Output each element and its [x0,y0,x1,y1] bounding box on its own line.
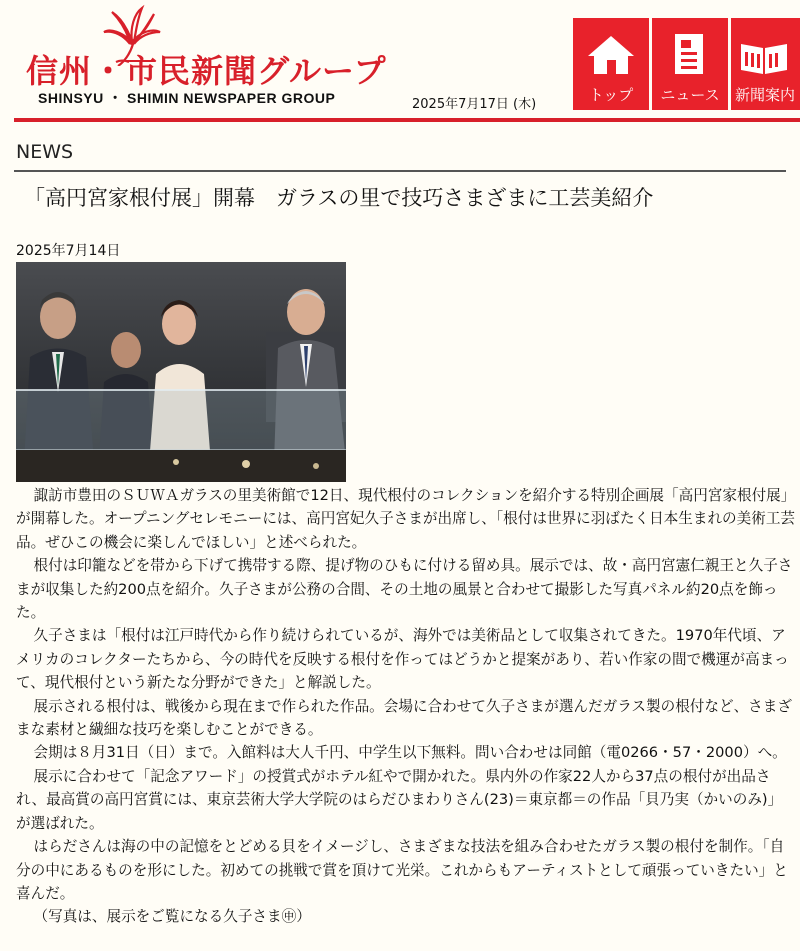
nav-paper-guide-label: 新聞案内 [735,86,796,104]
paragraph: 展示される根付は、戦後から現在まで作られた作品。会場に合わせて久子さまが選んだガラス製の根付など、さまざまな素材と繊細な技巧を楽しむことができる。 [16,697,792,739]
book-icon [739,36,789,76]
paragraph: はらださんは海の中の記憶をとどめる貝をイメージし、さまざまな技法を組み合わせたガラス製の根付を制作。「自分の中にあるものを形にした。初めての挑戦で賞を頂けて光栄。これからもアーティストとして頑張っていきたい」と喜んだ。 [16,838,788,902]
paragraph: 根付は印籠などを帯から下げて携帯する際、提げ物のひもに付ける留め具。展示では、故・高円宮憲仁親王と久子さまが収集した約200点を紹介。久子さまが公務の合間、その土地の風景と合わせて撮影した写真パネル約20点を飾った。 [16,557,793,622]
nav-news-label: ニュース [660,86,720,104]
section-divider [14,170,786,172]
home-icon [586,34,636,76]
photo-caption: （写真は、展示をご覧になる久子さま㊥） [33,908,311,926]
paragraph: 展示に合わせて「記念アワード」の授賞式がホテル紅やで開かれた。県内外の作家22人から37点の根付が出品され、最高賞の高円宮賞には、東京芸術大学大学院のはらだひまわりさん(23)＝東京都＝の作品「貝乃実（かいのみ)」が選ばれた。 [16,767,783,832]
nav-news-button[interactable] [652,18,728,110]
site-header [0,0,800,118]
paragraph: 会期は８月31日（日）まで。入館料は大人千円、中学生以下無料。問い合わせは同館（電0266・57・2000）へ。 [33,744,787,762]
header-divider [14,118,800,122]
article-photo [16,262,346,482]
paragraph: 久子さまは「根付は江戸時代から作り続けられているが、海外では美術品として収集されてきた。1970年代頃、アメリカのコレクターたちから、今の時代を反映する根付を作ってはどうかと提案があり、若い作家の間で機運が高まって、現代根付という新たな分野ができた」と解説した。 [16,627,789,692]
section-label: NEWS [16,141,74,163]
photo-illustration [16,262,346,482]
site-logo-english[interactable]: SHINSYU ・ SHIMIN NEWSPAPER GROUP [38,90,336,106]
site-logo-text[interactable]: 信州・市民新聞グループ [26,52,387,90]
nav-top-button[interactable] [573,18,649,110]
paragraph: 諏訪市豊田のＳＵＷＡガラスの里美術館で12日、現代根付のコレクションを紹介する特別企画展「高円宮家根付展」が開幕した。オープニングセレモニーには、高円宮妃久子さまが出席し、「根付は世界に羽ばたく日本生まれの美術工芸品。ぜひこの機会に楽しんでほしい」と述べられた。 [16,487,796,551]
nav-top-label: トップ [588,86,634,104]
article-body [16,484,796,929]
current-date: 2025年7月17日 (木) [412,97,537,112]
article-title: 「高円宮家根付展」開幕 ガラスの里で技巧さまざまに工芸美紹介 [24,186,654,210]
nav-paper-guide-button[interactable] [731,18,800,110]
article-date: 2025年7月14日 [16,243,121,259]
news-icon [673,32,707,76]
main-nav [573,18,800,110]
